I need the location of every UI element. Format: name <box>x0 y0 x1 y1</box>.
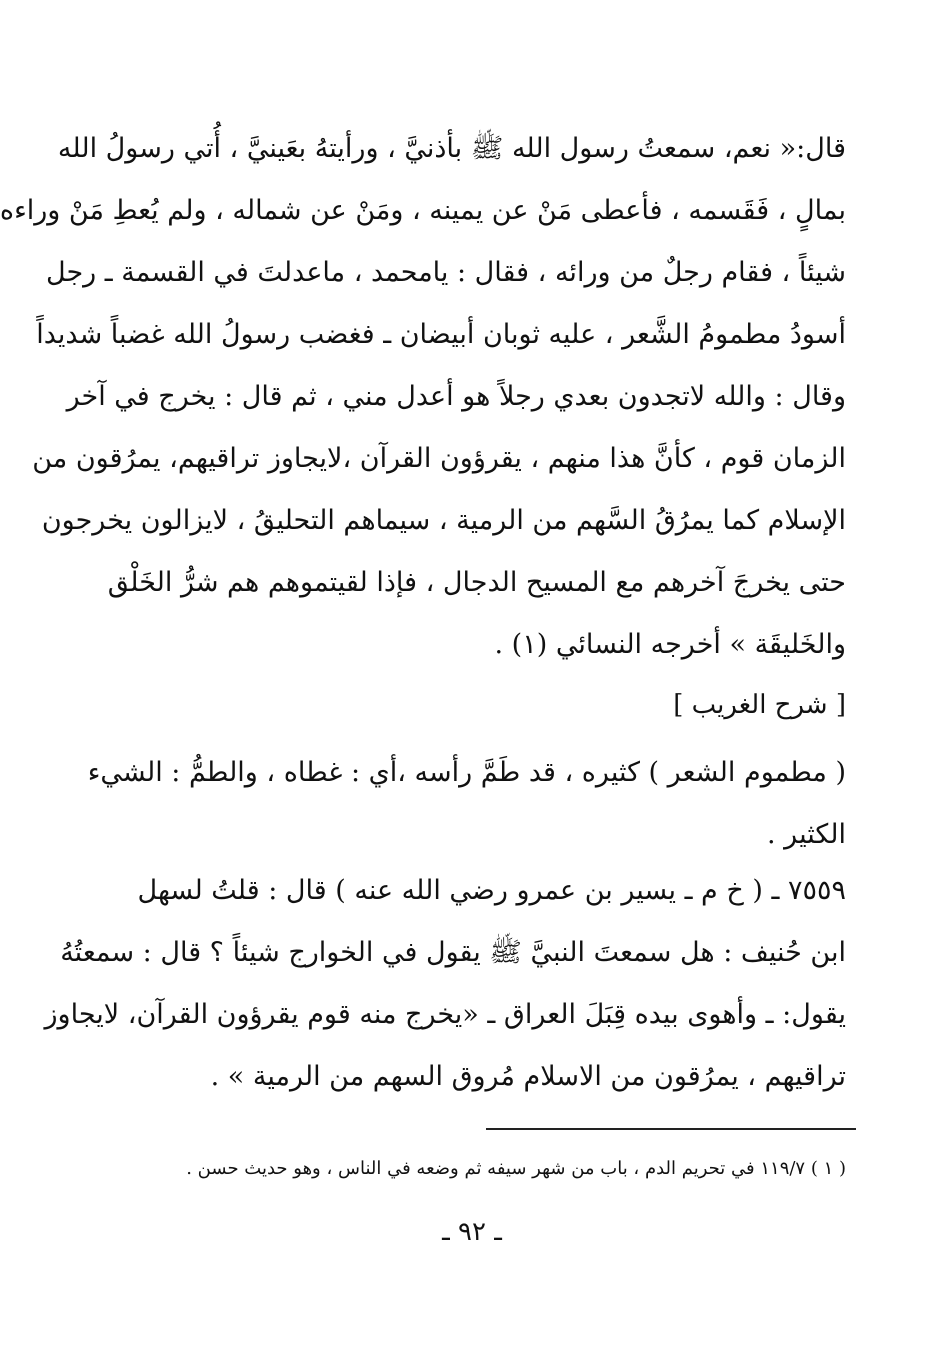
text-line: ٧٥٥٩ ـ ( خ م ـ يسير بن عمرو رضي الله عنه ) قال : قلتُ لسهل <box>137 875 846 906</box>
text-line: الكثير . <box>767 819 846 850</box>
text-line: بمالٍ ، فَقَسمه ، فأعطى مَنْ عن يمينه ، ومَنْ عن شماله ، ولم يُعطِ مَنْ وراءه <box>0 195 846 226</box>
gloss-paragraph <box>87 742 846 866</box>
text-line: حتى يخرجَ آخرهم مع المسيح الدجال ، فإذا لقيتموهم هم شرُّ الخَلْق <box>107 567 846 598</box>
text-line: ابن حُنيف : هل سمعتَ النبيَّ ﷺ يقول في الخوارج شيئاً ؟ قال : سمعتُهُ <box>60 937 846 968</box>
text-line: شيئاً ، فقام رجلٌ من ورائه ، فقال : يامحمد ، ماعدلتَ في القسمة ـ رجل <box>46 257 846 288</box>
text-line: وقال : والله لاتجدون بعدي رجلاً هو أعدل مني ، ثم قال : يخرج في آخر <box>66 381 846 412</box>
footnote: ( ١ ) ١١٩/٧ في تحريم الدم ، باب من شهر سيفه ثم وضعه في الناس ، وهو حديث حسن . <box>186 1158 846 1179</box>
text-line: الزمان قوم ، كأنَّ هذا منهم ، يقرؤون القرآن ،لايجاوز تراقيهم، يمرُقون من <box>32 443 846 474</box>
hadith-paragraph <box>0 118 846 676</box>
book-page <box>2 0 942 1368</box>
text-line: تراقيهم ، يمرُقون من الاسلام مُروق السهم من الرمية » . <box>210 1061 846 1092</box>
footnote-divider <box>486 1128 856 1130</box>
text-line: والخَليقَة » أخرجه النسائي (١) . <box>494 629 846 660</box>
text-line: الإسلام كما يمرُقُ السَّهم من الرمية ، سيماهم التحليقُ ، لايزالون يخرجون <box>41 505 846 536</box>
hadith-7559-paragraph <box>44 860 846 1108</box>
page-number: ـ ٩٢ ـ <box>442 1217 502 1247</box>
text-line: أسودُ مطمومُ الشَّعر ، عليه ثوبان أبيضان ـ فغضب رسولُ الله غضباً شديداً <box>36 319 846 350</box>
text-line: قال:« نعم، سمعتُ رسول الله ﷺ بأذنيَّ ، ورأيتهُ بعَينيَّ ، أُتي رسولُ الله <box>57 133 846 164</box>
gloss-heading: [ شرح الغريب ] <box>673 690 846 720</box>
text-line: ( مطموم الشعر ) كثيره ، قد طَمَّ رأسه ،أي : غطاه ، والطمُّ : الشيء <box>87 757 846 788</box>
text-line: يقول: ـ وأهوى بيده قِبَلَ العراق ـ «يخرج منه قوم يقرؤون القرآن، لايجاوز <box>44 999 846 1030</box>
